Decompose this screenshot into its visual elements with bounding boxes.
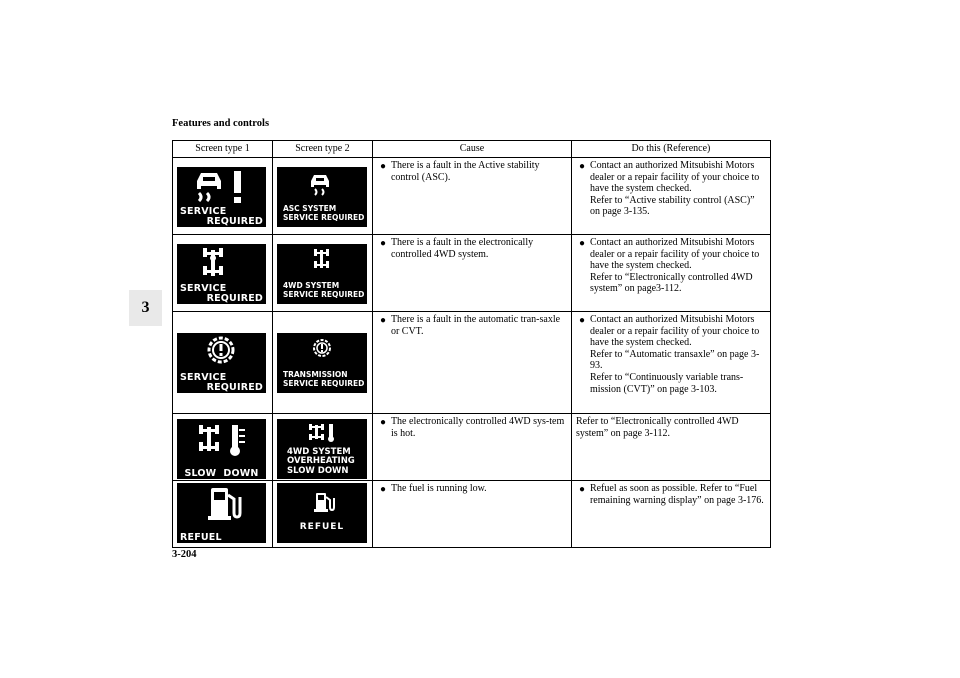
screen-message: SERVICE REQUIRED <box>180 372 263 393</box>
screen-message: 4WD SYSTEM SERVICE REQUIRED <box>282 281 365 299</box>
table-header-row <box>173 141 771 158</box>
chapter-tab: 3 <box>129 290 162 326</box>
screen-message: SERVICE REQUIRED <box>180 283 263 304</box>
action-item: ● Contact an authorized Mitsubishi Motors dealer or a repair facility of your choice to have the system checked. Refer to “Active stability control (ASC)” on page 3-135. <box>578 160 760 218</box>
fuel-pump-icon <box>177 483 266 527</box>
screen-type-2-display <box>277 483 367 543</box>
table-row <box>173 158 771 235</box>
table-row <box>173 312 771 414</box>
bullet-icon: ● <box>379 238 386 249</box>
screen-type-1-display <box>177 419 266 479</box>
table-row <box>173 481 771 548</box>
bullet-icon: ● <box>379 315 386 326</box>
cause-item: ● There is a fault in the electronically controlled 4WD system. <box>379 237 534 260</box>
gear-warning-icon <box>177 333 266 373</box>
page-header: Features and controls <box>172 118 270 129</box>
skid-icon <box>277 169 367 199</box>
action-item: ● Contact an authorized Mitsubishi Motors dealer or a repair facility of your choice to have the system checked. Refer to “Automatic transaxle” on page 3-93. Refer to “Continuously variable trans-mission (CVT)” on page 3-103. <box>578 314 760 395</box>
4wd-temperature-icon <box>177 419 266 465</box>
screen-message: REFUEL <box>180 531 222 543</box>
reference-text: Refer to “Active stability control (ASC)” on page 3-135. <box>589 194 755 218</box>
bullet-icon: ● <box>379 484 386 495</box>
column-header: Do this (Reference) <box>571 141 770 158</box>
screen-type-1-display <box>177 333 266 393</box>
action-item: Refer to “Electronically controlled 4WD system” on page 3-112. <box>575 416 739 439</box>
column-header: Cause <box>372 141 571 158</box>
screen-message: REFUEL <box>299 521 345 532</box>
bullet-icon: ● <box>578 161 585 172</box>
cause-item: ● The electronically controlled 4WD sys-tem is hot. <box>379 416 565 439</box>
reference-text: Refer to “Automatic transaxle” on page 3-93. <box>589 348 760 372</box>
reference-text: Refer to “Electronically controlled 4WD system” on page3-112. <box>589 271 753 295</box>
screen-message: SERVICE REQUIRED <box>180 206 263 227</box>
screen-type-1-display <box>177 244 266 304</box>
bullet-icon: ● <box>379 161 386 172</box>
bullet-icon: ● <box>379 417 386 428</box>
cause-item: ● There is a fault in the automatic tran-saxle or CVT. <box>379 314 561 337</box>
gear-warning-icon <box>277 335 367 365</box>
table-row <box>173 414 771 481</box>
cause-item: ● The fuel is running low. <box>379 483 487 495</box>
page-number: 3-204 <box>172 549 197 560</box>
table-row <box>173 235 771 312</box>
4wd-warning-icon <box>177 244 266 284</box>
skid-warning-icon <box>177 167 266 207</box>
4wd-icon <box>277 246 367 276</box>
screen-message: TRANSMISSION SERVICE REQUIRED <box>282 370 365 388</box>
bullet-icon: ● <box>578 315 585 326</box>
screen-message: 4WD SYSTEM OVERHEATING SLOW DOWN <box>286 446 355 476</box>
reference-text: Refer to “Continuously variable trans-mission (CVT)” on page 3-103. <box>589 371 744 395</box>
warning-table <box>172 140 771 548</box>
bullet-icon: ● <box>578 484 585 495</box>
action-item: ● Contact an authorized Mitsubishi Motors dealer or a repair facility of your choice to have the system checked. Refer to “Electronically controlled 4WD system” on page3-112. <box>578 237 760 295</box>
screen-type-1-display <box>177 483 266 543</box>
column-header: Screen type 1 <box>173 141 273 158</box>
screen-message: SLOW DOWN <box>184 467 259 479</box>
bullet-icon: ● <box>578 238 585 249</box>
screen-type-2-display <box>277 167 367 227</box>
screen-message: ASC SYSTEM SERVICE REQUIRED <box>282 204 365 222</box>
column-header: Screen type 2 <box>272 141 372 158</box>
screen-type-2-display <box>277 419 367 479</box>
cause-item: ● There is a fault in the Active stability control (ASC). <box>379 160 540 183</box>
fuel-pump-icon <box>277 487 367 517</box>
screen-type-2-display <box>277 333 367 393</box>
screen-type-2-display <box>277 244 367 304</box>
action-item: ● Refuel as soon as possible. Refer to “Fuel remaining warning display” on page 3-176. <box>578 483 764 506</box>
4wd-temperature-icon <box>277 421 367 447</box>
screen-type-1-display <box>177 167 266 227</box>
